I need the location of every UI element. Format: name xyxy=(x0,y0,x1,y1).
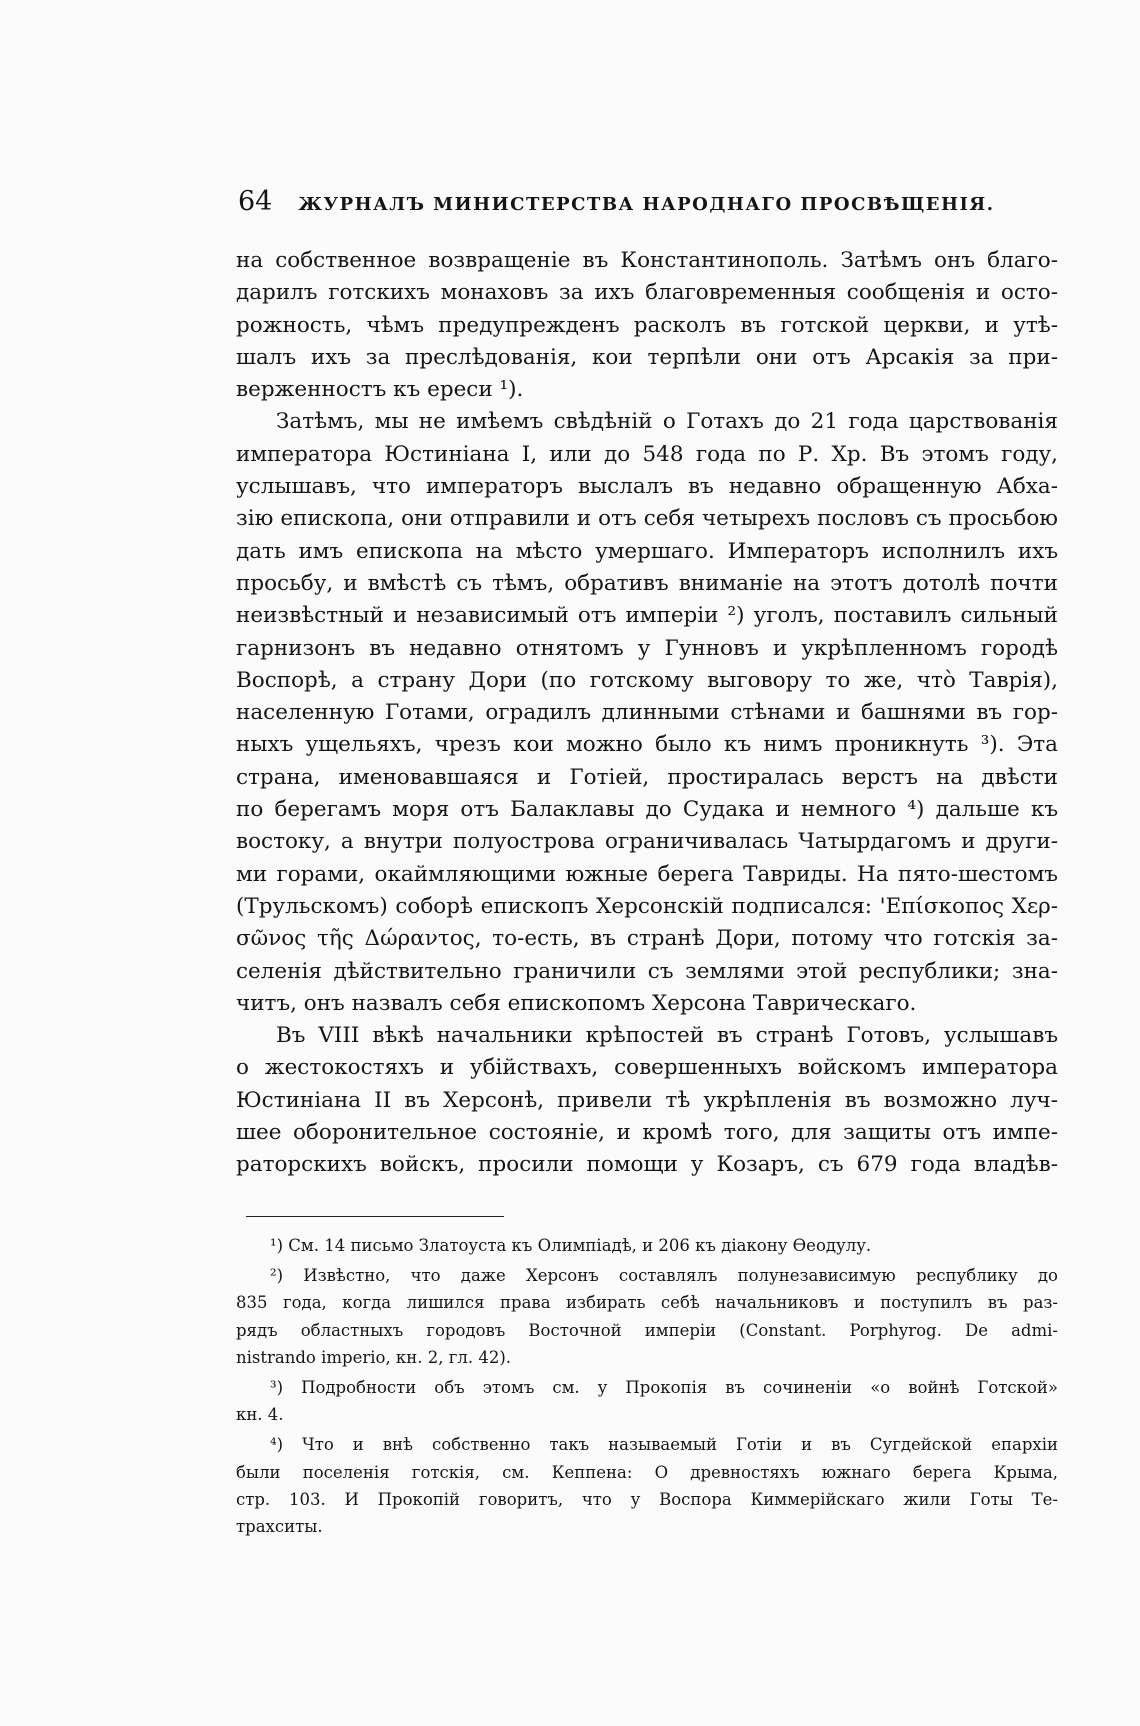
footnote-line: трахситы. xyxy=(236,1516,323,1536)
footnotes xyxy=(236,1232,1058,1540)
text-line: на собственное возвращеніе въ Константинополь. Затѣмъ онъ благо- xyxy=(236,248,1058,273)
page-header xyxy=(238,186,995,217)
footnote-line: ¹) См. 14 письмо Златоуста къ Олимпіадѣ, и 206 къ діакону Ѳеодулу. xyxy=(270,1236,872,1255)
text-line: населенную Готами, оградилъ длинными стѣнами и башнями въ гор- xyxy=(236,700,1058,726)
text-line: императора Юстиніана I, или до 548 года по Р. Хр. Въ этомъ году, xyxy=(236,441,1058,467)
text-line: шее оборонительное состояніе, и кромѣ того, для защиты отъ импе- xyxy=(236,1120,1058,1146)
text-line: (Трульскомъ) соборѣ епископъ Херсонскій подписался: 'Επίσκοπος Χερ- xyxy=(236,893,1058,919)
text-line: неизвѣстный и независимый отъ имперіи ²) уголъ, поставилъ сильный xyxy=(236,603,1058,629)
text-line: гарнизонъ въ недавно отнятомъ у Гунновъ и укрѣпленномъ городѣ xyxy=(236,635,1058,661)
running-title: ЖУРНАЛЪ МИНИСТЕРСТВА НАРОДНАГО ПРОСВѢЩЕНІЯ. xyxy=(298,194,995,215)
paragraph-1 xyxy=(236,245,1058,406)
text-line: селенія дѣйствительно граничили съ землями этой республики; зна- xyxy=(236,958,1058,984)
text-line: Юстиніана II въ Херсонѣ, привели тѣ укрѣпленія въ возможно луч- xyxy=(236,1087,1058,1113)
footnote-separator xyxy=(246,1216,504,1217)
footnote-line: кн. 4. xyxy=(236,1405,284,1425)
footnote-line: ⁴) Что и внѣ собственно такъ называемый Готіи и въ Сугдейской епархіи xyxy=(270,1435,1058,1455)
text-line: востоку, а внутри полуострова ограничивалась Чатырдагомъ и други- xyxy=(236,829,1058,855)
text-line: читъ, онъ назвалъ себя епископомъ Херсона Таврическаго. xyxy=(236,990,917,1016)
text-line: дать имъ епископа на мѣсто умершаго. Императоръ исполнилъ ихъ xyxy=(236,538,1058,564)
text-line: ныхъ ущельяхъ, чрезъ кои можно было къ нимъ проникнуть ³). Эта xyxy=(236,732,1058,758)
text-line: Воспорѣ, а страну Дори (по готскому выговору то же, что̀ Таврія), xyxy=(236,667,1058,693)
text-line: дарилъ готскихъ монаховъ за ихъ благовременныя сообщенія и осто- xyxy=(236,280,1058,306)
text-line: Въ VIII вѣкѣ начальники крѣпостей въ странѣ Готовъ, услышавъ xyxy=(276,1023,1058,1049)
text-line: страна, именовавшаяся и Готіей, простиралась верстъ на двѣсти xyxy=(236,764,1058,790)
paragraph-2 xyxy=(236,406,1058,1020)
text-line: услышавъ, что императоръ выслалъ въ недавно обращенную Абха- xyxy=(236,474,1058,500)
footnote-line: ³) Подробности объ этомъ см. у Прокопія въ сочиненіи «о войнѣ Готской» xyxy=(270,1377,1058,1397)
paragraph-3 xyxy=(236,1020,1058,1181)
text-line: просьбу, и вмѣстѣ съ тѣмъ, обративъ вниманіе на этотъ дотолѣ почти xyxy=(236,570,1058,596)
main-text xyxy=(236,245,1058,1182)
text-line: σῶνος τῆς Δώραντος, то-есть, въ странѣ Дори, потому что готскія за- xyxy=(236,926,1058,952)
text-line: рожность, чѣмъ предупрежденъ расколъ въ готской церкви, и утѣ- xyxy=(236,312,1058,338)
page-number: 64 xyxy=(238,186,273,217)
text-line: шалъ ихъ за преслѣдованія, кои терпѣли они отъ Арсакія за при- xyxy=(236,344,1058,370)
footnote-line: были поселенія готскія, см. Кеппена: О древностяхъ южнаго берега Крыма, xyxy=(236,1462,1058,1482)
text-line: по берегамъ моря отъ Балаклавы до Судака и немного ⁴) дальше къ xyxy=(236,797,1058,823)
text-line: о жестокостяхъ и убійствахъ, совершенныхъ войскомъ императора xyxy=(236,1055,1058,1081)
text-line: верженностъ къ ереси ¹). xyxy=(236,377,524,403)
footnote-1 xyxy=(236,1232,1058,1259)
footnote-3 xyxy=(236,1374,1058,1428)
footnote-4 xyxy=(236,1431,1058,1540)
footnote-2 xyxy=(236,1262,1058,1371)
footnote-line: 835 года, когда лишился права избирать себѣ начальниковъ и поступилъ въ раз- xyxy=(236,1293,1058,1313)
text-line: раторскихъ войскъ, просили помощи у Козаръ, съ 679 года владѣв- xyxy=(236,1152,1058,1178)
text-line: ми горами, окаймляющими южные берега Тавриды. На пято-шестомъ xyxy=(236,861,1058,887)
footnote-line: рядъ областныхъ городовъ Восточной имперіи (Constant. Porphyrog. De admi- xyxy=(236,1320,1058,1340)
text-line: Затѣмъ, мы не имѣемъ свѣдѣній о Готахъ до 21 года царствованія xyxy=(276,409,1058,435)
footnote-line: nistrando imperio, кн. 2, гл. 42). xyxy=(236,1347,512,1367)
footnote-line: стр. 103. И Прокопій говоритъ, что у Воспора Киммерійскаго жили Готы Те- xyxy=(236,1489,1058,1509)
footnote-line: ²) Извѣстно, что даже Херсонъ составлялъ полунезависимую республику до xyxy=(270,1266,1058,1286)
text-line: зію епископа, они отправили и отъ себя четырехъ пословъ съ просьбою xyxy=(236,506,1058,532)
